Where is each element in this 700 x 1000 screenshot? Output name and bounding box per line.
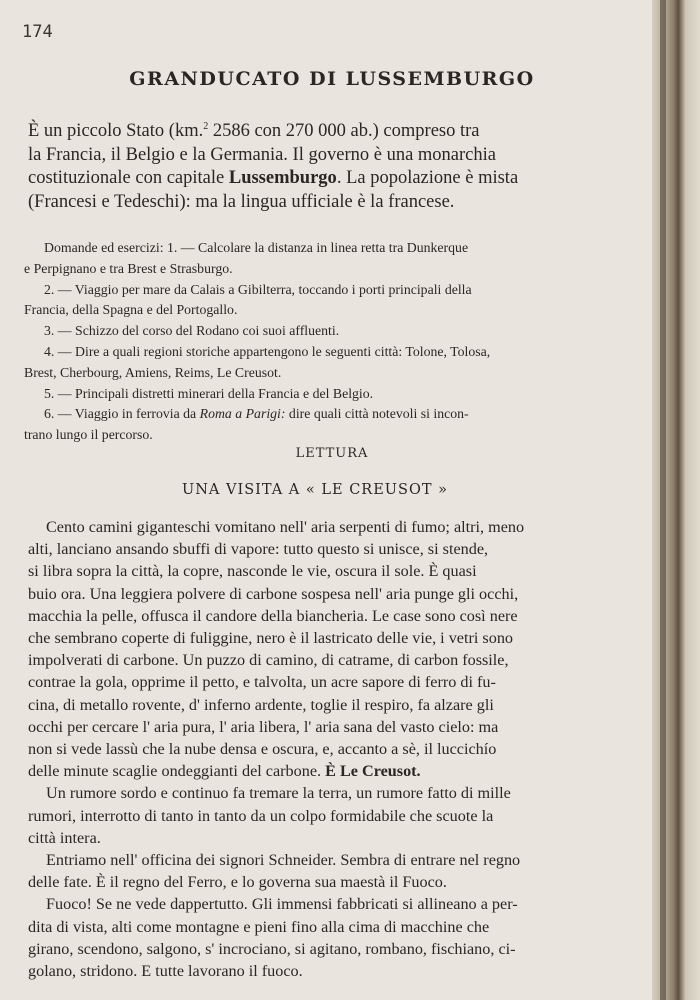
exercise-item: Domande ed esercizi: 1. — Calcolare la distanza in linea retta tra Dunkerque [44,240,469,255]
reading-line: delle fate. È il regno del Ferro, e lo governa sua maestà il Fuoco. [28,873,447,892]
reading-line: buio ora. Una leggiera polvere di carbone sospesa nell' aria punge gli occhi, [28,584,519,603]
capital-name: Lussemburgo [228,168,337,188]
reading-line: che sembrano coperte di fuliggine, nero è il lastricato delle vie, i vetri sono [28,629,514,648]
book-binding-edge [652,0,700,1000]
exercise-item: 3. — Schizzo del corso del Rodano coi suoi affluenti. [44,323,340,339]
reading-line: girano, scendono, salgono, s' incrociano, si agitano, rombano, fischiano, ci- [28,939,516,958]
intro-line: la Francia, il Belgio e la Germania. Il governo è una monarchia [28,144,496,165]
exercises-section [24,238,602,446]
reading-line: dita di vista, alti come montagne e pieni fino alla cima di macchine che [28,917,490,936]
reading-line: golano, stridono. E tutte lavorano il fuoco. [28,962,303,981]
reading-line: alti, lanciano ansando sbuffi di vapore: tutto questo si unisce, si stende, [28,540,489,559]
exercise-line: Francia, della Spagna e del Portogallo. [24,302,238,318]
exercise-item: 5. — Principali distretti minerari della Francia e del Belgio. [44,385,374,401]
reading-line: si libra sopra la città, la copre, nasconde le vie, oscura il sole. È quasi [28,562,477,581]
reading-line: macchia la pelle, offusca il candore della biancheria. Le case sono così nere [28,606,518,625]
reading-line: città intera. [28,828,101,847]
exercise-item: 4. — Dire a quali regioni storiche appartengono le seguenti città: Tolone, Tolosa, [44,343,491,359]
reading-line: contrae la gola, opprime il petto, e talvolta, un acre sapore di ferro di fu- [28,673,496,692]
reading-line: Un rumore sordo e continuo fa tremare la terra, un rumore fatto di mille [46,784,511,803]
reading-line: rumori, interrotto di tanto in tanto da un colpo formidabile che scuote la [28,806,494,825]
reading-line: Cento camini giganteschi vomitano nell' aria serpenti di fumo; altri, meno [46,518,525,536]
exercise-line: e Perpignano e tra Brest e Strasburgo. [24,260,233,276]
reading-line: impolverati di carbone. Un puzzo di camino, di catrame, di carbon fossile, [28,651,509,670]
reading-line: cina, di metallo rovente, d' inferno ardente, toglie il respiro, fa alzare gli [28,695,494,714]
reading-line: occhi per cercare l' aria pura, l' aria libera, l' aria sana del vasto cielo: ma [28,717,499,736]
reading-line: Entriamo nell' officina dei signori Schneider. Sembra di entrare nel regno [46,851,521,870]
reading-title: UNA VISITA A « LE CREUSOT » [182,482,448,498]
intro-paragraph [28,120,588,214]
reading-heading: LETTURA [295,446,369,461]
page-edge-shadow [660,0,666,1000]
exercises-heading: Domande ed esercizi [44,240,160,255]
intro-line: (Francesi e Tedeschi): ma la lingua ufficiale è la francese. [28,191,455,212]
reading-line: Fuoco! Se ne vede dappertutto. Gli immensi fabbricati si allineano a per- [46,895,518,914]
intro-line: costituzionale con capitale Lussemburgo. La popolazione è mista [28,168,519,188]
place-name: È Le Creusot. [325,762,421,781]
exercise-line: Brest, Cherbourg, Amiens, Reims, Le Creusot. [24,364,282,380]
intro-line: È un piccolo Stato (km.$^2$ 2586 con 270 000 ab.) compreso tra [28,120,480,141]
exercise-line: trano lungo il percorso. [24,427,153,443]
page-number: 174 [22,22,53,42]
exercise-item: 2. — Viaggio per mare da Calais a Gibilterra, toccando i porti principali della [44,281,472,297]
exercise-item: 6. — Viaggio in ferrovia da Roma a Parigi: dire quali città notevoli si incon- [44,406,469,422]
chapter-title: GRANDUCATO DI LUSSEMBURGO [129,68,535,90]
reading-line: non si vede lassù che la nube densa e oscura, e, accanto a sè, il luccichío [28,740,497,759]
reading-text [28,516,593,982]
reading-line: delle minute scaglie ondeggianti del carbone. È Le Creusot. [28,762,421,781]
